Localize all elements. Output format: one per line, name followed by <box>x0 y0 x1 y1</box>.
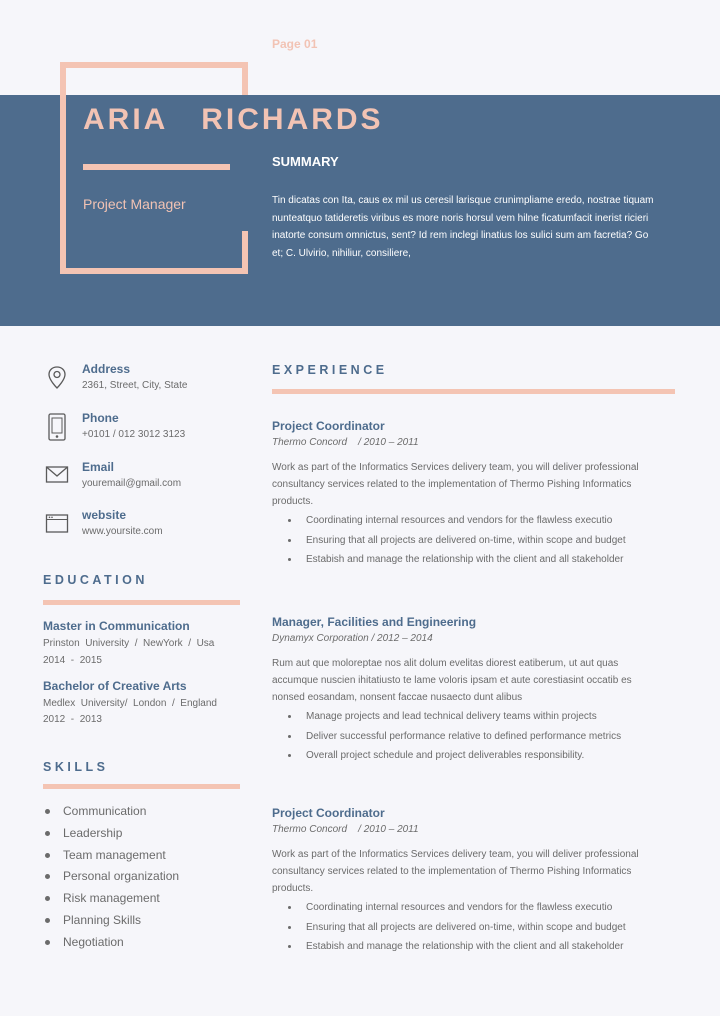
contact-label: website <box>82 508 127 522</box>
experience-entry <box>272 806 672 958</box>
contact-value[interactable]: www.yoursite.com <box>82 526 163 537</box>
skill-item: Team management <box>43 846 179 868</box>
phone-icon <box>45 413 69 441</box>
job-bullet: Overall project schedule and project deliverables responsibility. <box>272 747 672 767</box>
job-role: Project Manager <box>83 196 186 212</box>
candidate-name <box>83 103 384 137</box>
experience-entry <box>272 615 672 767</box>
job-company: Dynamyx Corporation / 2012 – 2014 <box>272 633 433 644</box>
contact-value: 2361, Street, City, State <box>82 380 188 391</box>
skills-rule <box>43 784 240 789</box>
skills-list <box>43 802 179 955</box>
summary-heading: SUMMARY <box>272 154 339 169</box>
skill-item: Planning Skills <box>43 911 179 933</box>
first-name: ARIA <box>83 103 168 136</box>
skill-item: Negotiation <box>43 933 179 955</box>
experience-heading: EXPERIENCE <box>272 363 388 377</box>
job-bullet: Manage projects and lead technical delivery teams within projects <box>272 708 672 728</box>
browser-window-icon <box>45 510 69 538</box>
skill-item: Risk management <box>43 889 179 911</box>
edu-school: Prinston University / NewYork / Usa <box>43 638 215 649</box>
job-title: Manager, Facilities and Engineering <box>272 615 477 629</box>
frame-bottom-border <box>60 268 248 274</box>
contact-value[interactable]: youremail@gmail.com <box>82 478 182 489</box>
job-company: Thermo Concord / 2010 – 2011 <box>272 437 419 448</box>
job-bullet: Ensuring that all projects are delivered on-time, within scope and budget <box>272 532 672 552</box>
job-bullets <box>272 512 672 571</box>
page-number-label: Page 01 <box>272 37 318 51</box>
job-company: Thermo Concord / 2010 – 2011 <box>272 824 419 835</box>
job-bullet: Deliver successful performance relative to defined performance metrics <box>272 728 672 748</box>
summary-text: Tin dicatas con Ita, caus ex mil us ceresil larisque crunimpliame eredo, nostrae tiquam nunteatquo tatideretis viribus es more noris horsul vem hilne ficatumfacit inerist ricieri inatorte consum omnictus, sent? Id rem inclegi linatius los sulici sum am facretia? Go et; C. Ulvirio, nihiliur, consiliere, <box>272 195 654 259</box>
job-title: Project Coordinator <box>272 806 385 820</box>
edu-degree: Bachelor of Creative Arts <box>43 679 187 693</box>
job-description: Work as part of the Informatics Services delivery team, you will deliver professional consultancy services related to the implementation of Thermo Pishing Informatics products. <box>272 849 639 894</box>
job-bullet: Ensuring that all projects are delivered on-time, within scope and budget <box>272 919 672 939</box>
skill-item: Leadership <box>43 824 179 846</box>
envelope-icon <box>45 462 69 490</box>
job-bullets <box>272 899 672 958</box>
skill-item: Communication <box>43 802 179 824</box>
experience-rule <box>272 389 675 394</box>
education-heading: EDUCATION <box>43 573 148 587</box>
job-bullets <box>272 708 672 767</box>
edu-school: Medlex University/ London / England <box>43 698 217 709</box>
edu-degree: Master in Communication <box>43 619 190 633</box>
frame-top-border <box>60 62 248 68</box>
contact-value: +0101 / 012 3012 3123 <box>82 429 186 440</box>
job-description: Work as part of the Informatics Services delivery team, you will deliver professional consultancy services related to the implementation of Thermo Pishing Informatics products. <box>272 462 639 507</box>
contact-label: Phone <box>82 411 119 425</box>
skill-item: Personal organization <box>43 867 179 889</box>
edu-years: 2014 - 2015 <box>43 655 102 666</box>
job-bullet: Estabish and manage the relationship with the client and all stakeholder <box>272 551 672 571</box>
job-bullet: Coordinating internal resources and vendors for the flawless executio <box>272 899 672 919</box>
job-bullet: Coordinating internal resources and vendors for the flawless executio <box>272 512 672 532</box>
skills-heading: SKILLS <box>43 760 109 774</box>
frame-left-border <box>60 62 66 274</box>
experience-entry <box>272 419 672 571</box>
frame-right-border-upper <box>242 62 248 95</box>
contact-label: Address <box>82 362 131 376</box>
name-underline <box>83 164 230 170</box>
last-name: RICHARDS <box>201 103 384 136</box>
job-description: Rum aut que moloreptae nos alit dolum evelitas diorest eatiberum, ut aut quas accumque nuscien ihitatiusto te lame voloris ipsam et aute corestiasint occatib es nonsed eosandam, nonsent faccae nusaecto dunt alibus <box>272 658 632 703</box>
job-bullet: Estabish and manage the relationship with the client and all stakeholder <box>272 938 672 958</box>
location-pin-icon <box>45 364 69 392</box>
contact-label: Email <box>82 460 115 474</box>
education-rule <box>43 600 240 605</box>
edu-years: 2012 - 2013 <box>43 714 102 725</box>
job-title: Project Coordinator <box>272 419 385 433</box>
